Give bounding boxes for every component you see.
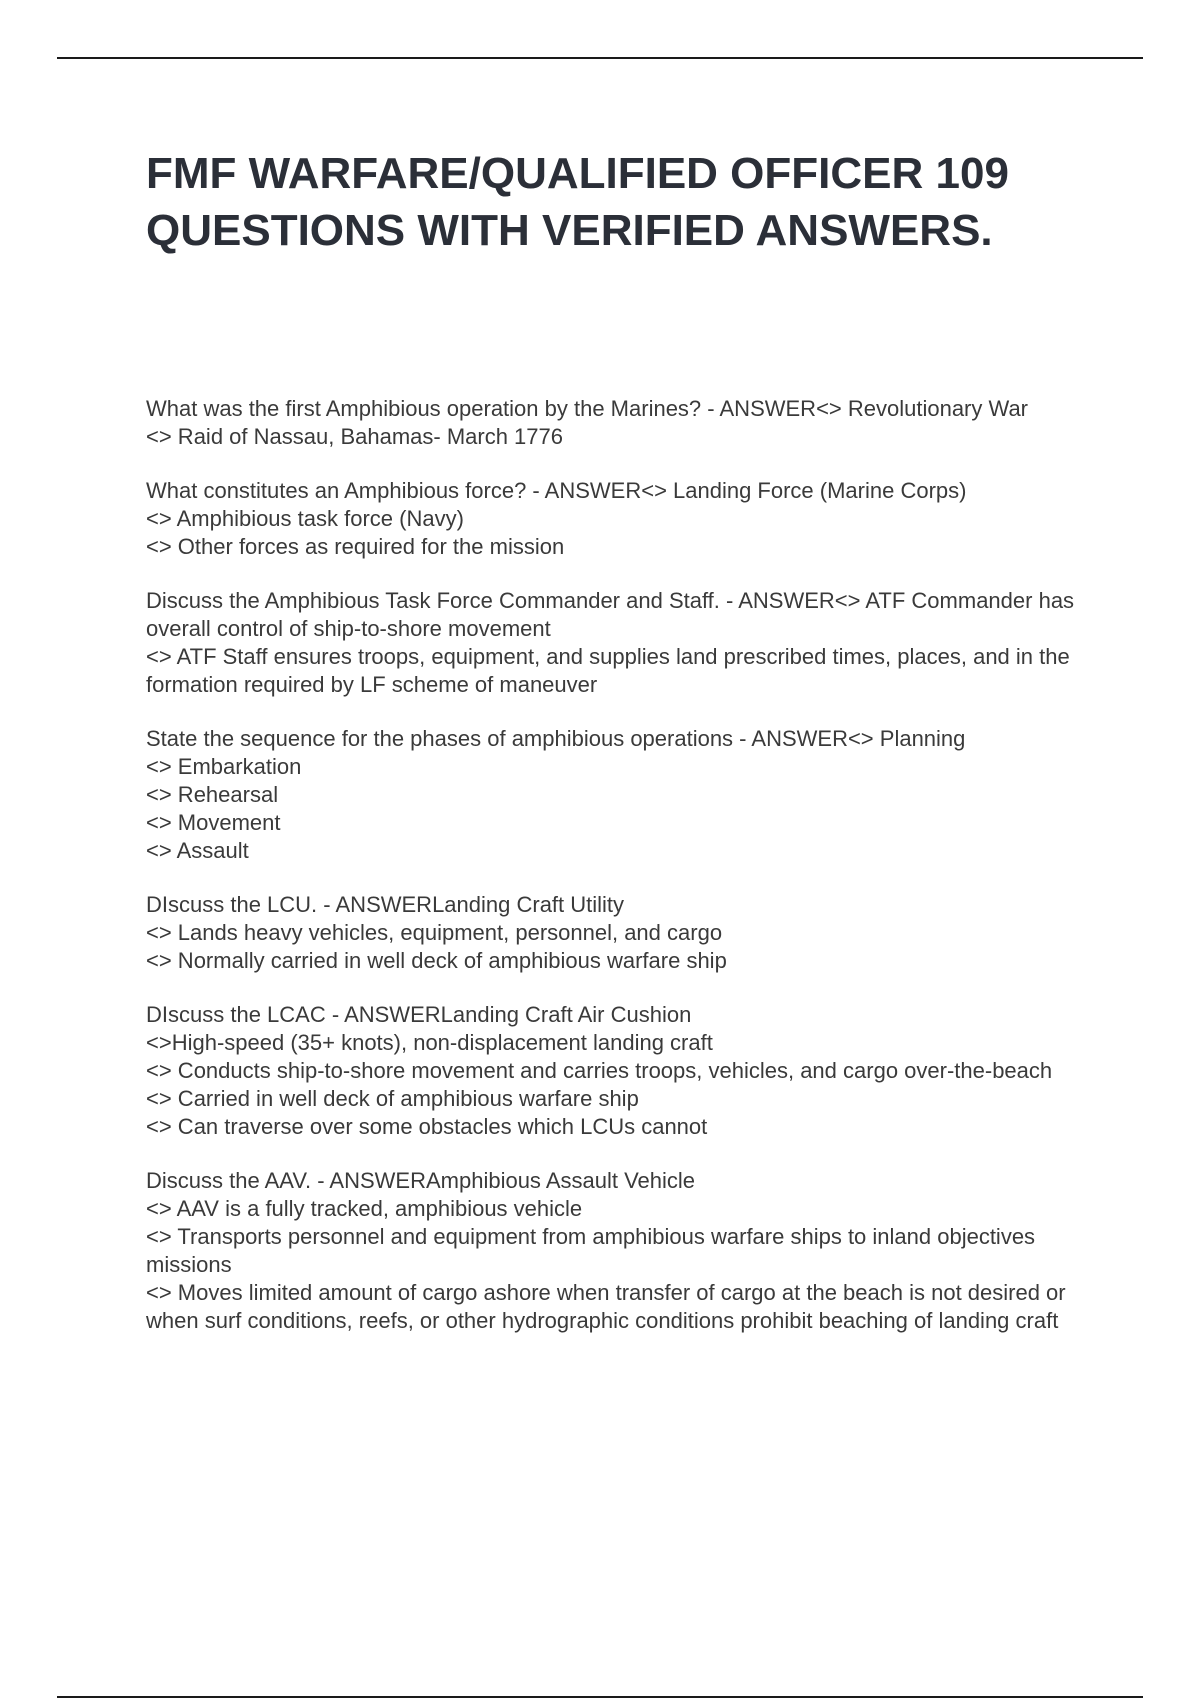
qa-item (146, 587, 1086, 699)
qa-line: <> Other forces as required for the mission (146, 534, 565, 559)
document-title: FMF WARFARE/QUALIFIED OFFICER 109 QUESTIONS WITH VERIFIED ANSWERS. (146, 149, 1009, 255)
qa-line: <> Raid of Nassau, Bahamas- March 1776 (146, 424, 564, 449)
qa-line: <> Embarkation (146, 754, 302, 779)
top-rule (57, 57, 1143, 59)
qa-line: DIscuss the LCU. - ANSWERLanding Craft Utility (146, 892, 625, 917)
qa-line: Discuss the AAV. - ANSWERAmphibious Assault Vehicle (146, 1168, 696, 1193)
qa-line: <> Carried in well deck of amphibious warfare ship (146, 1086, 639, 1111)
qa-line: What was the first Amphibious operation by the Marines? - ANSWER<> Revolutionary War (146, 396, 1029, 421)
qa-item (146, 395, 1086, 451)
qa-line: <> Moves limited amount of cargo ashore when transfer of cargo at the beach is not desired or when surf conditions, reefs, or other hydrographic conditions prohibit beaching of landing craft (146, 1280, 1066, 1333)
qa-line: <> Transports personnel and equipment from amphibious warfare ships to inland objectives missions (146, 1224, 1036, 1277)
qa-line: State the sequence for the phases of amphibious operations - ANSWER<> Planning (146, 726, 966, 751)
qa-item (146, 1167, 1086, 1335)
qa-line: <> Conducts ship-to-shore movement and carries troops, vehicles, and cargo over-the-beach (146, 1058, 1053, 1083)
qa-list (146, 395, 1086, 1361)
qa-line: <> Normally carried in well deck of amphibious warfare ship (146, 948, 727, 973)
qa-line: <> ATF Staff ensures troops, equipment, and supplies land prescribed times, places, and in the formation required by LF scheme of maneuver (146, 644, 1070, 697)
qa-line: <>High-speed (35+ knots), non-displacement landing craft (146, 1030, 713, 1055)
qa-line: <> Lands heavy vehicles, equipment, personnel, and cargo (146, 920, 723, 945)
qa-item (146, 1001, 1086, 1141)
qa-line: <> Can traverse over some obstacles which LCUs cannot (146, 1114, 708, 1139)
qa-line: <> Assault (146, 838, 249, 863)
qa-line: DIscuss the LCAC - ANSWERLanding Craft Air Cushion (146, 1002, 692, 1027)
qa-line: <> Rehearsal (146, 782, 279, 807)
qa-line: <> Amphibious task force (Navy) (146, 506, 464, 531)
qa-line: <> AAV is a fully tracked, amphibious vehicle (146, 1196, 583, 1221)
bottom-rule (57, 1696, 1143, 1698)
qa-line: <> Movement (146, 810, 281, 835)
qa-item (146, 725, 1086, 865)
qa-line: What constitutes an Amphibious force? - ANSWER<> Landing Force (Marine Corps) (146, 478, 967, 503)
qa-line: Discuss the Amphibious Task Force Commander and Staff. - ANSWER<> ATF Commander has overall control of ship-to-shore movement (146, 588, 1075, 641)
qa-item (146, 891, 1086, 975)
qa-item (146, 477, 1086, 561)
